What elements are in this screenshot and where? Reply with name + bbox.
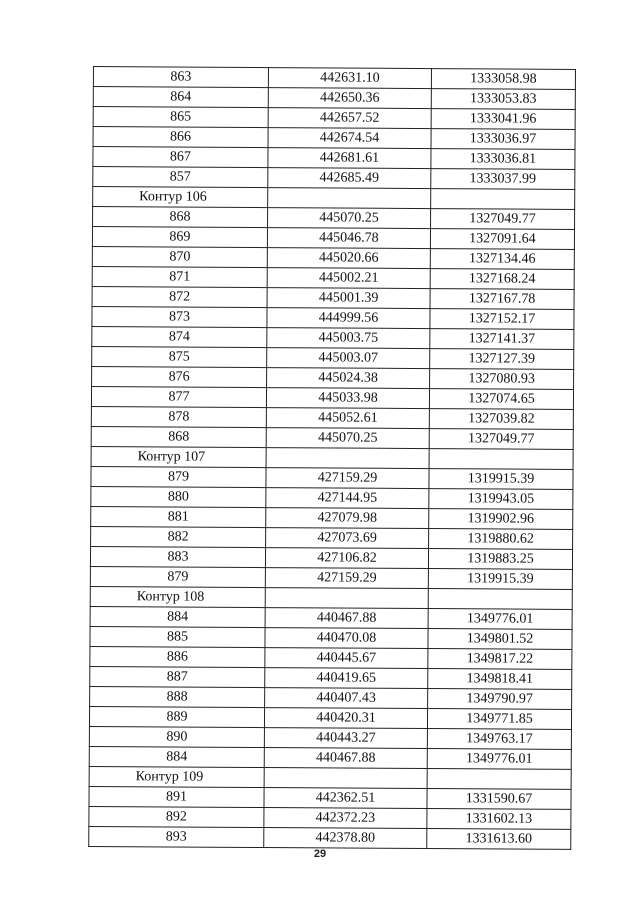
- y-coordinate-cell: 1319880.62: [429, 529, 573, 550]
- point-number-cell: 863: [93, 67, 268, 88]
- point-number-cell: 882: [91, 526, 266, 547]
- y-coordinate-cell: 1327152.17: [430, 309, 574, 330]
- point-number-cell: 872: [92, 286, 267, 307]
- y-coordinate-cell: 1319915.39: [428, 569, 572, 590]
- x-coordinate-cell: 440443.27: [264, 728, 427, 749]
- x-coordinate-cell: 442378.80: [264, 828, 427, 849]
- y-coordinate-cell: 1349817.22: [428, 649, 572, 670]
- point-number-cell: 884: [89, 746, 264, 767]
- point-number-cell: 886: [90, 646, 265, 667]
- point-number-cell: 889: [89, 706, 264, 727]
- y-coordinate-cell: 1319943.05: [429, 489, 573, 510]
- point-number-cell: 888: [90, 686, 265, 707]
- x-coordinate-cell: 427079.98: [266, 508, 429, 529]
- x-coordinate-cell: 427159.29: [265, 568, 428, 589]
- y-coordinate-cell: 1349790.97: [428, 689, 572, 710]
- y-coordinate-cell: 1331590.67: [427, 789, 571, 810]
- x-coordinate-cell: 445033.98: [266, 388, 429, 409]
- x-coordinate-cell: 442372.23: [264, 808, 427, 829]
- x-coordinate-cell: 427144.95: [266, 488, 429, 509]
- x-coordinate-cell: 445001.39: [267, 288, 430, 309]
- y-coordinate-cell: 1331602.13: [427, 809, 571, 830]
- x-coordinate-cell: 442650.36: [268, 88, 431, 109]
- contour-label: Контур 109: [89, 766, 264, 787]
- y-coordinate-cell: 1333041.96: [431, 109, 575, 130]
- y-coordinate-cell: 1349801.52: [428, 629, 572, 650]
- y-coordinate-cell: 1333053.83: [431, 89, 575, 110]
- y-coordinate-cell: 1333037.99: [431, 169, 575, 190]
- y-coordinate-cell: 1327039.82: [429, 409, 573, 430]
- empty-cell: [264, 768, 427, 789]
- y-coordinate-cell: 1319915.39: [429, 469, 573, 490]
- point-number-cell: 885: [90, 626, 265, 647]
- point-number-cell: 876: [92, 366, 267, 387]
- point-number-cell: 887: [90, 666, 265, 687]
- x-coordinate-cell: 427159.29: [266, 468, 429, 489]
- y-coordinate-cell: 1327167.78: [430, 289, 574, 310]
- y-coordinate-cell: 1327080.93: [430, 369, 574, 390]
- y-coordinate-cell: 1327049.77: [431, 209, 575, 230]
- x-coordinate-cell: 440445.67: [265, 648, 428, 669]
- empty-cell: [427, 769, 571, 790]
- y-coordinate-cell: 1327091.64: [430, 229, 574, 250]
- y-coordinate-cell: 1327134.46: [430, 249, 574, 270]
- point-number-cell: 867: [93, 147, 268, 168]
- y-coordinate-cell: 1333036.81: [431, 149, 575, 170]
- point-number-cell: 881: [91, 506, 266, 527]
- x-coordinate-cell: 440467.88: [264, 748, 427, 769]
- y-coordinate-cell: 1327127.39: [430, 349, 574, 370]
- x-coordinate-cell: 445003.07: [267, 348, 430, 369]
- y-coordinate-cell: 1349763.17: [427, 729, 571, 750]
- x-coordinate-cell: 445046.78: [267, 228, 430, 249]
- coordinates-table-body: [89, 67, 576, 850]
- y-coordinate-cell: 1319902.96: [429, 509, 573, 530]
- y-coordinate-cell: 1327074.65: [429, 389, 573, 410]
- x-coordinate-cell: 445070.25: [268, 208, 431, 229]
- x-coordinate-cell: 440467.88: [265, 608, 428, 629]
- empty-cell: [431, 189, 575, 210]
- empty-cell: [428, 589, 572, 610]
- x-coordinate-cell: 442631.10: [268, 68, 431, 89]
- x-coordinate-cell: 445020.66: [267, 248, 430, 269]
- point-number-cell: 857: [93, 167, 268, 188]
- point-number-cell: 893: [89, 826, 264, 847]
- x-coordinate-cell: 445024.38: [267, 368, 430, 389]
- x-coordinate-cell: 427073.69: [266, 528, 429, 549]
- y-coordinate-cell: 1327168.24: [430, 269, 574, 290]
- x-coordinate-cell: 442681.61: [268, 148, 431, 169]
- page-number: 29: [313, 848, 327, 860]
- y-coordinate-cell: 1327141.37: [430, 329, 574, 350]
- x-coordinate-cell: 444999.56: [267, 308, 430, 329]
- point-number-cell: 865: [93, 107, 268, 128]
- point-number-cell: 878: [91, 406, 266, 427]
- x-coordinate-cell: 445052.61: [266, 408, 429, 429]
- y-coordinate-cell: 1333058.98: [431, 69, 575, 90]
- point-number-cell: 874: [92, 326, 267, 347]
- x-coordinate-cell: 440420.31: [264, 708, 427, 729]
- point-number-cell: 880: [91, 486, 266, 507]
- point-number-cell: 875: [92, 346, 267, 367]
- y-coordinate-cell: 1327049.77: [429, 429, 573, 450]
- x-coordinate-cell: 442674.54: [268, 128, 431, 149]
- point-number-cell: 866: [93, 127, 268, 148]
- x-coordinate-cell: 445070.25: [266, 428, 429, 449]
- y-coordinate-cell: 1349771.85: [427, 709, 571, 730]
- contour-label: Контур 106: [93, 187, 268, 208]
- table-row: [89, 826, 571, 849]
- x-coordinate-cell: 440470.08: [265, 628, 428, 649]
- y-coordinate-cell: 1331613.60: [427, 829, 571, 850]
- y-coordinate-cell: 1319883.25: [428, 549, 572, 570]
- y-coordinate-cell: 1333036.97: [431, 129, 575, 150]
- point-number-cell: 868: [93, 207, 268, 228]
- point-number-cell: 891: [89, 786, 264, 807]
- empty-cell: [266, 448, 429, 469]
- coordinates-table: [88, 66, 576, 850]
- coordinates-sheet: [88, 66, 575, 850]
- point-number-cell: 884: [90, 606, 265, 627]
- point-number-cell: 871: [92, 266, 267, 287]
- point-number-cell: 879: [91, 466, 266, 487]
- point-number-cell: 869: [92, 227, 267, 248]
- point-number-cell: 892: [89, 806, 264, 827]
- contour-label: Контур 107: [91, 446, 266, 467]
- y-coordinate-cell: 1349776.01: [428, 609, 572, 630]
- point-number-cell: 877: [91, 386, 266, 407]
- x-coordinate-cell: 445003.75: [267, 328, 430, 349]
- y-coordinate-cell: 1349818.41: [428, 669, 572, 690]
- x-coordinate-cell: 442657.52: [268, 108, 431, 129]
- point-number-cell: 864: [93, 87, 268, 108]
- empty-cell: [265, 588, 428, 609]
- point-number-cell: 890: [89, 726, 264, 747]
- empty-cell: [268, 188, 431, 209]
- empty-cell: [429, 449, 573, 470]
- x-coordinate-cell: 440419.65: [265, 668, 428, 689]
- point-number-cell: 879: [90, 566, 265, 587]
- point-number-cell: 868: [91, 426, 266, 447]
- point-number-cell: 883: [90, 546, 265, 567]
- point-number-cell: 873: [92, 306, 267, 327]
- point-number-cell: 870: [92, 246, 267, 267]
- contour-label: Контур 108: [90, 586, 265, 607]
- x-coordinate-cell: 445002.21: [267, 268, 430, 289]
- y-coordinate-cell: 1349776.01: [427, 749, 571, 770]
- x-coordinate-cell: 442362.51: [264, 788, 427, 809]
- x-coordinate-cell: 427106.82: [265, 548, 428, 569]
- x-coordinate-cell: 440407.43: [265, 688, 428, 709]
- x-coordinate-cell: 442685.49: [268, 168, 431, 189]
